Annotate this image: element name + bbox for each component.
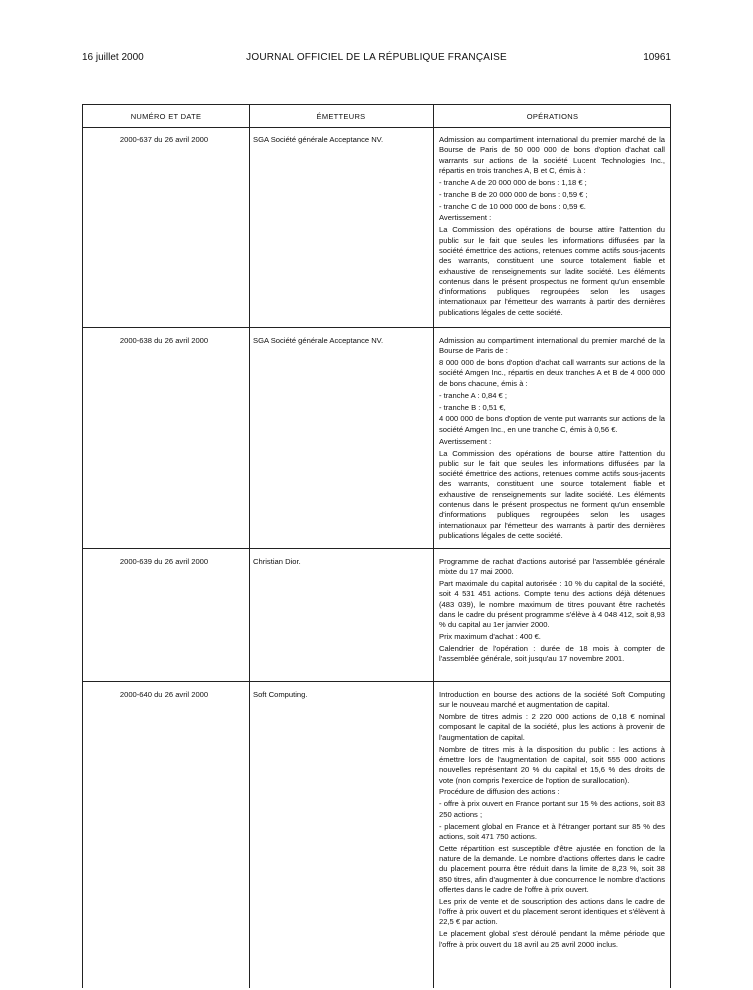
operation-text: - tranche C de 10 000 000 de bons : 0,59 €. [439,201,586,211]
operation-text: Le placement global s'est déroulé pendant la même période que l'offre à prix ouvert du 18 avril au 25 avril 2000 inclus. [439,929,665,949]
operation-text: - tranche A de 20 000 000 de bons : 1,18 € ; [439,177,587,187]
column-header-number: NUMÉRO ET DATE [130,112,202,121]
column-header-issuers: ÉMETTEURS [316,112,366,121]
row-operations [439,557,665,666]
operation-text: - tranche B : 0,51 €, [439,402,506,412]
operation-text: 4 000 000 de bons d'option de vente put warrants sur actions de la société Amgen Inc., en une tranche C, émis à 0,56 €. [439,414,665,434]
operation-text: Nombre de titres mis à la disposition du public : les actions à émettre lors de l'augmentation de capital, soit 555 000 actions nouvelles représentant 20 % du capital et 15,6 % des droits de vote (non compris l'exercice de l'option de surallocation). [439,744,665,785]
operation-text: Procédure de diffusion des actions : [439,787,560,797]
row-number-date: 2000-638 du 26 avril 2000 [119,336,209,345]
operation-text: Nombre de titres admis : 2 220 000 actions de 0,18 € nominal composant le capital de la société, plus les actions à provenir de l'augmentation de capital. [439,712,665,742]
row-number-date: 2000-640 du 26 avril 2000 [119,690,209,699]
table-header [83,105,670,128]
table-row [83,549,670,682]
operation-text: - tranche A : 0,84 € ; [439,390,507,400]
row-number-date: 2000-639 du 26 avril 2000 [119,557,209,566]
operation-text: Cette répartition est susceptible d'être ajustée en fonction de la nature de la demande. Le nombre d'actions offertes dans le cadre du placement pourra être réduit dans la limite de 8,23 %, soit 38 850 titres, afin d'augmenter à due concurrence le nombre d'actions offertes dans le cadre de l'offre à prix ouvert. [439,843,665,894]
operation-text: Programme de rachat d'actions autorisé par l'assemblée générale mixte du 17 mai 2000. [439,557,665,577]
operations-table [82,104,671,988]
table-row [83,682,670,989]
row-operations [439,336,665,543]
operation-text: La Commission des opérations de bourse attire l'attention du public sur le fait que seules les informations diffusées par la société émettrice des actions, retenues comme actifs sous-jacents des warrants, constituent une source totalement fiable et exhaustive de renseignements sur ladite société. Les éléments contenus dans le présent prospectus ne forment qu'un ensemble d'informations publiques regroupées selon les usages internationaux par l'émetteur des warrants à partir des dernières publications légales de cette société. [439,225,665,317]
operation-text: Prix maximum d'achat : 400 €. [439,632,541,642]
row-number-date: 2000-637 du 26 avril 2000 [119,135,209,144]
table-row [83,127,670,328]
header-date: 16 juillet 2000 [82,52,144,63]
table-row [83,328,670,549]
operation-text: - tranche B de 20 000 000 de bons : 0,59 € ; [439,189,588,199]
column-header-operations: OPÉRATIONS [526,112,579,121]
page-number: 10961 [643,52,671,63]
row-issuer: Soft Computing. [253,690,308,699]
row-issuer: SGA Société générale Acceptance NV. [253,336,384,345]
operation-text: Avertissement : [439,213,492,223]
page-header [0,52,753,66]
row-operations [439,135,665,320]
operation-text: - placement global en France et à l'étranger portant sur 85 % des actions, soit 471 750 actions. [439,821,665,841]
operation-text: Part maximale du capital autorisée : 10 % du capital de la société, soit 4 531 451 actions. Compte tenu des actions déjà détenues (483 039), le nombre maximum de titres pouvant être rachetés dans le cadre du présent programme s'élève à 4 048 412, soit 8,93 % du capital au 1er janvier 2000. [439,579,665,630]
row-issuer: SGA Société générale Acceptance NV. [253,135,384,144]
journal-title: JOURNAL OFFICIEL DE LA RÉPUBLIQUE FRANÇAISE [246,52,507,63]
row-issuer: Christian Dior. [253,557,301,566]
operation-text: Admission au compartiment international du premier marché de la Bourse de Paris de : [439,336,665,356]
row-operations [439,690,665,951]
operation-text: La Commission des opérations de bourse attire l'attention du public sur le fait que seules les informations diffusées par la société émettrice des actions, retenues comme actifs sous-jacents des warrants, constituent une source totalement fiable et exhaustive de renseignements sur ladite société. Les éléments contenus dans le présent prospectus ne forment qu'un ensemble d'informations publiques regroupées selon les usages internationaux par l'émetteur des warrants à partir des dernières publications légales de cette société. [439,448,665,540]
operation-text: 8 000 000 de bons d'option d'achat call warrants sur actions de la société Amgen Inc., répartis en deux tranches A et B de 4 000 000 de bons chacune, émis à : [439,358,665,388]
operation-text: Calendrier de l'opération : durée de 18 mois à compter de l'assemblée générale, soit jusqu'au 17 novembre 2001. [439,644,665,664]
operation-text: Admission au compartiment international du premier marché de la Bourse de Paris de 50 000 000 de bons d'option d'achat call warrants sur actions de la société Lucent Technologies Inc., répartis en trois tranches A, B et C, émis à : [439,135,665,175]
operation-text: - offre à prix ouvert en France portant sur 15 % des actions, soit 83 250 actions ; [439,799,665,819]
operation-text: Les prix de vente et de souscription des actions dans le cadre de l'offre à prix ouvert et du placement seront identiques et s'élèvent à 22,5 € par action. [439,896,665,927]
operation-text: Introduction en bourse des actions de la société Soft Computing sur le nouveau marché et augmentation de capital. [439,690,665,710]
operation-text: Avertissement : [439,436,492,446]
